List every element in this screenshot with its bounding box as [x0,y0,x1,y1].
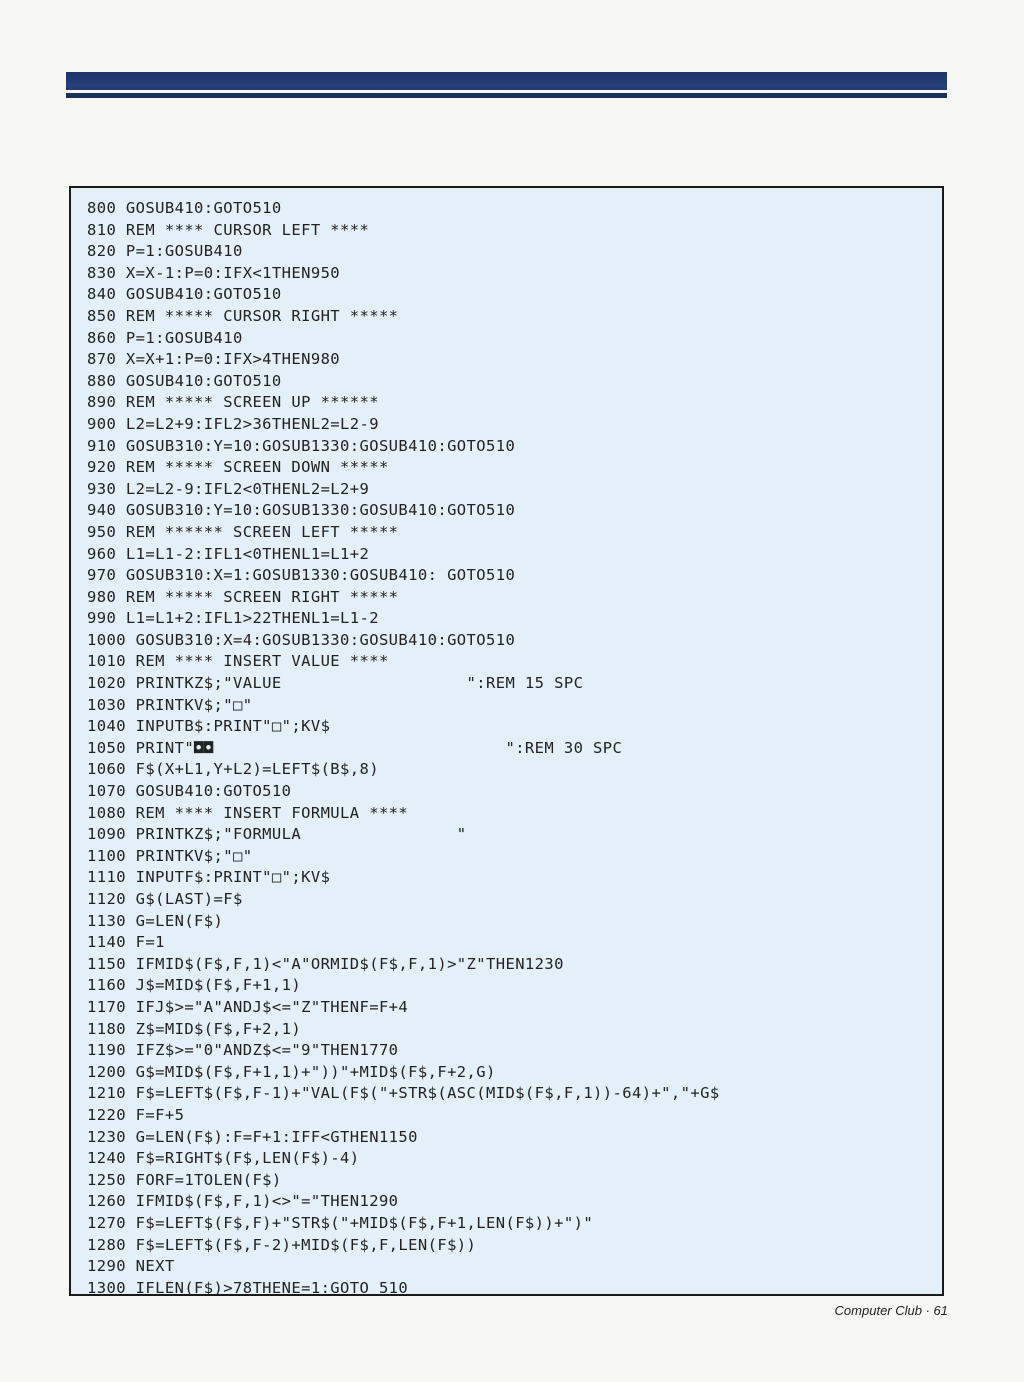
code-line: 1160 J$=MID$(F$,F+1,1) [87,976,302,995]
code-line: 930 L2=L2-9:IFL2<0THENL2=L2+9 [87,479,370,498]
code-line: 870 X=X+1:P=0:IFX>4THEN980 [87,350,341,369]
code-line: 1250 FORF=1TOLEN(F$) [87,1170,282,1189]
code-line: 1260 IFMID$(F$,F,1)<>"="THEN1290 [87,1192,399,1211]
code-line: 850 REM ***** CURSOR RIGHT ***** [87,306,399,325]
code-line: 1270 F$=LEFT$(F$,F)+"STR$("+MID$(F$,F+1,LEN(F$))+")" [87,1213,594,1232]
page-footer-label: Computer Club · 61 [834,1303,948,1318]
code-line: 940 GOSUB310:Y=10:GOSUB1330:GOSUB410:GOTO510 [87,501,516,520]
basic-code-listing [87,198,932,1299]
code-line: 830 X=X-1:P=0:IFX<1THEN950 [87,263,341,282]
code-line: 950 REM ****** SCREEN LEFT ***** [87,522,399,541]
code-line: 1060 F$(X+L1,Y+L2)=LEFT$(B$,8) [87,760,379,779]
code-line: 820 P=1:GOSUB410 [87,242,243,261]
code-line: 1200 G$=MID$(F$,F+1,1)+"))"+MID$(F$,F+2,G) [87,1062,496,1081]
code-line: 1020 PRINTKZ$;"VALUE ":REM 15 SPC [87,674,584,693]
header-rule-bar [66,72,947,98]
code-line: 880 GOSUB410:GOTO510 [87,371,282,390]
code-line: 1010 REM **** INSERT VALUE **** [87,652,389,671]
code-line: 1030 PRINTKV$;"□" [87,695,253,714]
code-line: 910 GOSUB310:Y=10:GOSUB1330:GOSUB410:GOTO510 [87,436,516,455]
code-line: 970 GOSUB310:X=1:GOSUB1330:GOSUB410: GOTO510 [87,566,516,585]
code-line: 920 REM ***** SCREEN DOWN ***** [87,458,389,477]
code-line: 1000 GOSUB310:X=4:GOSUB1330:GOSUB410:GOTO510 [87,630,516,649]
code-line: 1180 Z$=MID$(F$,F+2,1) [87,1019,302,1038]
code-line: 1050 PRINT"◘◘ ":REM 30 SPC [87,738,623,757]
code-line: 1150 IFMID$(F$,F,1)<"A"ORMID$(F$,F,1)>"Z"THEN1230 [87,954,564,973]
code-line: 1170 IFJ$>="A"ANDJ$<="Z"THENF=F+4 [87,997,409,1016]
code-line: 800 GOSUB410:GOTO510 [87,199,282,217]
code-line: 900 L2=L2+9:IFL2>36THENL2=L2-9 [87,414,379,433]
code-line: 810 REM **** CURSOR LEFT **** [87,220,370,239]
code-line: 1090 PRINTKZ$;"FORMULA " [87,825,467,844]
code-line: 1280 F$=LEFT$(F$,F-2)+MID$(F$,F,LEN(F$)) [87,1235,477,1254]
code-line: 980 REM ***** SCREEN RIGHT ***** [87,587,399,606]
code-listing-box [69,186,944,1296]
code-line: 960 L1=L1-2:IFL1<0THENL1=L1+2 [87,544,370,563]
code-line: 890 REM ***** SCREEN UP ****** [87,393,379,412]
code-line: 1300 IFLEN(F$)>78THENE=1:GOTO 510 [87,1278,409,1297]
code-line: 1190 IFZ$>="0"ANDZ$<="9"THEN1770 [87,1041,399,1060]
code-line: 1140 F=1 [87,933,165,952]
code-line: 1290 NEXT [87,1257,175,1276]
code-line: 1110 INPUTF$:PRINT"□";KV$ [87,868,331,887]
code-line: 1210 F$=LEFT$(F$,F-1)+"VAL(F$("+STR$(ASC(MID$(F$,F,1))-64)+","+G$ [87,1084,720,1103]
code-line: 990 L1=L1+2:IFL1>22THENL1=L1-2 [87,609,379,628]
code-line: 1080 REM **** INSERT FORMULA **** [87,803,409,822]
code-line: 860 P=1:GOSUB410 [87,328,243,347]
code-line: 840 GOSUB410:GOTO510 [87,285,282,304]
code-line: 1240 F$=RIGHT$(F$,LEN(F$)-4) [87,1149,360,1168]
code-line: 1070 GOSUB410:GOTO510 [87,782,292,801]
code-line: 1220 F=F+5 [87,1105,185,1124]
header-rule-bottom [66,93,947,98]
code-line: 1230 G=LEN(F$):F=F+1:IFF<GTHEN1150 [87,1127,418,1146]
code-line: 1130 G=LEN(F$) [87,911,224,930]
code-line: 1120 G$(LAST)=F$ [87,890,243,908]
code-line: 1040 INPUTB$:PRINT"□";KV$ [87,717,331,736]
code-line: 1100 PRINTKV$;"□" [87,846,253,865]
